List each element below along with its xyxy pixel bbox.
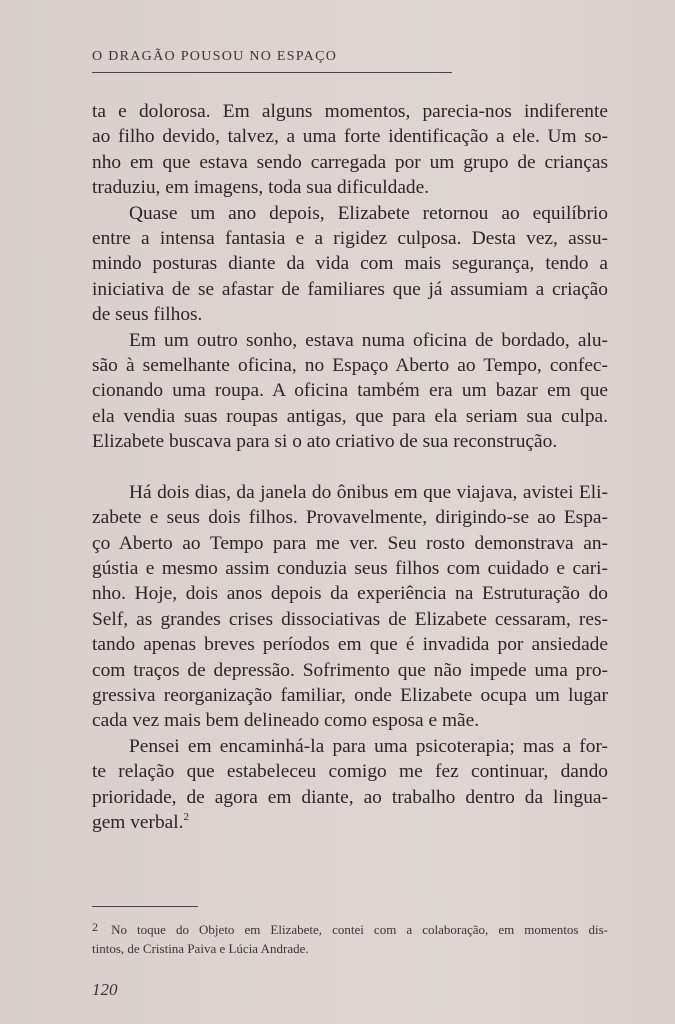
text-line: zabete e seus dois filhos. Provavelmente, dirigindo-se ao Espa- — [92, 507, 608, 529]
text-line: gústia e mesmo assim conduzia seus filhos com cuidado e cari- — [92, 558, 608, 580]
text-line: Self, as grandes crises dissociativas de Elizabete cessaram, res- — [92, 608, 608, 630]
text-line: traduziu, em imagens, toda sua dificuldade. — [92, 177, 430, 199]
text-line: gem verbal. — [92, 811, 184, 833]
footnote-line: tintos, de Cristina Paiva e Lúcia Andrade. — [92, 941, 309, 956]
paragraph-gap — [92, 454, 608, 479]
text-line: nho em que estava sendo carregada por um grupo de crianças — [92, 151, 608, 173]
body-text — [92, 99, 608, 835]
text-line: Elizabete buscava para si o ato criativo de sua reconstrução. — [92, 431, 558, 453]
text-line: Quase um ano depois, Elizabete retornou ao equilíbrio — [129, 202, 608, 224]
text-line: Há dois dias, da janela do ônibus em que viajava, avistei Eli- — [129, 481, 608, 503]
text-line: gressiva reorganização familiar, onde Elizabete ocupa um lugar — [92, 684, 608, 706]
footnote-rule — [92, 906, 198, 907]
footnote-reference[interactable]: 2 — [183, 810, 190, 823]
text-line: mindo posturas diante da vida com mais segurança, tendo a — [92, 253, 608, 275]
running-head: O DRAGÃO POUSOU NO ESPAÇO — [92, 49, 338, 64]
text-line: de seus filhos. — [92, 304, 203, 326]
text-line: cionando uma roupa. A oficina também era um bazar em que — [92, 380, 608, 402]
text-line-last — [92, 810, 608, 835]
footnote-text: No toque do Objeto em Elizabete, contei com a colaboração, em momentos dis- — [111, 922, 609, 937]
footnote — [92, 917, 608, 959]
text-line: cada vez mais bem delineado como esposa e mãe. — [92, 710, 480, 732]
text-line: prioridade, de agora em diante, ao trabalho dentro da lingua- — [92, 786, 608, 808]
text-line: Em um outro sonho, estava numa oficina de bordado, alu- — [129, 329, 608, 351]
text-line: nho. Hoje, dois anos depois da experiência na Estruturação do — [92, 583, 608, 605]
header-rule — [92, 72, 452, 73]
text-line: são à semelhante oficina, no Espaço Aberto ao Tempo, confec- — [92, 354, 608, 376]
text-line: entre a intensa fantasia e a rigidez culposa. Desta vez, assu- — [92, 227, 608, 249]
text-line: ela vendia suas roupas antigas, que para ela seriam sua culpa. — [92, 405, 608, 427]
text-line: ao filho devido, talvez, a uma forte identificação a ele. Um so- — [92, 126, 608, 148]
text-line: ta e dolorosa. Em alguns momentos, parecia-nos indiferente — [92, 101, 608, 122]
page-number: 120 — [92, 980, 118, 999]
footnote-line — [92, 917, 608, 938]
text-line: iniciativa de se afastar de familiares que já assumiam a criação — [92, 278, 608, 300]
text-line: te relação que estabeleceu comigo me fez continuar, dando — [92, 761, 608, 783]
text-line: tando apenas breves períodos em que é invadida por ansiedade — [92, 634, 608, 656]
text-line: ço Aberto ao Tempo para me ver. Seu rosto demonstrava an- — [92, 532, 608, 554]
text-line: com traços de depressão. Sofrimento que não impede uma pro- — [92, 659, 608, 681]
footnote-number: 2 — [92, 920, 98, 934]
text-line: Pensei em encaminhá-la para uma psicoterapia; mas a for- — [129, 735, 608, 757]
